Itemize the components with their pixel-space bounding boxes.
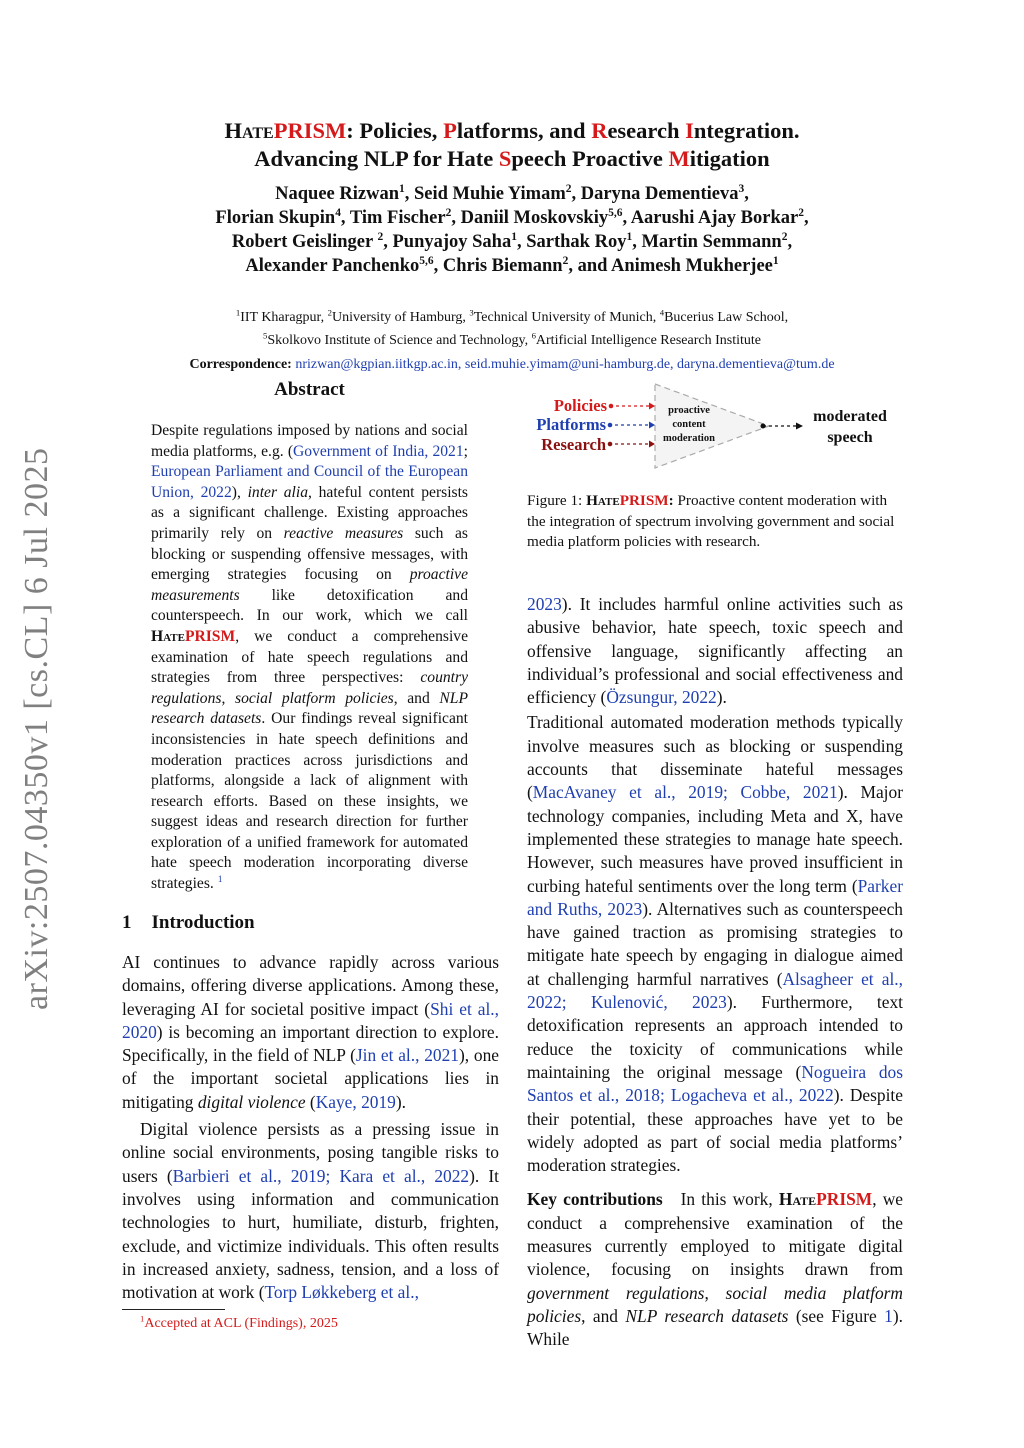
- footnote: $^1$Accepted at ACL (Findings), 2025: [140, 1313, 338, 1331]
- correspondence-label: Correspondence:: [189, 357, 292, 372]
- figure-input-policies: Policies: [553, 396, 607, 415]
- arrowhead-research: [649, 441, 655, 448]
- citation-link[interactable]: European Parliament and Council of the European Union, 2022: [151, 463, 468, 501]
- right-column-body: 2023). It includes harmful online activities such as abusive behavior, hate speech, toxic speech and offensive language, significantly affecting an individual’s professional and social effectiveness and efficiency (Özsungur, 2022). Traditional automated moderation methods typically involve measures such as blocking or suspending accounts that disseminate hateful messages (MacAvaney et al., 2019; Cobbe, 2021). Major technology companies, including Meta and X, have implemented these strategies to manage hate speech. However, such measures have proved insufficient in curbing hateful sentiments over the long term (Parker and Ruths, 2023). Alternatives such as counterspeech have gained traction as promising strategies to mitigate hate speech by engaging in dialogue aimed at challenging harmful narratives (Alsagheer et al., 2022; Kulenović, 2023). Furthermore, text detoxification represents an approach intended to reduce the toxicity of communications while maintaining the original message (Nogueira dos Santos et al., 2018; Logacheva et al., 2022). Despite their potential, these approaches have yet to be widely adopted as part of social media platforms’ moderation strategies. Key contributions In this work, HatePRISM, we conduct a comprehensive examination of the measures currently employed to mitigate digital violence, focusing on insights drawn from government regulations, social media platform policies, and NLP research datasets (see Figure 1). While: [527, 594, 903, 1350]
- citation-link[interactable]: Kaye, 2019: [315, 1091, 396, 1112]
- citation-link[interactable]: MacAvaney et al., 2019; Cobbe, 2021: [532, 782, 838, 803]
- figure-output-label-2: speech: [827, 429, 873, 446]
- footnote-rule: [122, 1309, 225, 1310]
- citation-link[interactable]: Özsungur, 2022: [606, 687, 717, 708]
- citation-link[interactable]: Parker and Ruths, 2023: [527, 875, 903, 919]
- paper-title-line-2: Advancing NLP for Hate Speech Proactive Mitigation: [254, 146, 770, 171]
- citation-link[interactable]: Alsagheer et al., 2022; Kulenović, 2023: [527, 968, 903, 1013]
- figure-1-diagram: [527, 380, 907, 470]
- figure-ref-link[interactable]: 1: [884, 1305, 893, 1326]
- intro-body: AI continues to advance rapidly across various domains, offering diverse applications. Among these, leveraging AI for societal positive impact (Shi et al., 2020) is becoming an important direction to explore. Specifically, in the field of NLP (Jin et al., 2021), one of the important societal applications lies in mitigating digital violence (Kaye, 2019). Digital violence persists as a pressing issue in online social environments, posing tangible risks to users (Barbieri et al., 2019; Kara et al., 2022). It involves using information and communication technologies to hurt, humiliate, disturb, frighten, exclude, and victimize individuals. This often results in increased anxiety, sadness, tension, and a loss of motivation at work (Torp Løkkeberg et al.,: [122, 952, 499, 1303]
- arxiv-stamp: arXiv:2507.04350v1 [cs.CL] 6 Jul 2025: [18, 447, 55, 1010]
- figure-output-label-1: moderated: [813, 408, 887, 425]
- figure-center-label-1: proactive: [668, 405, 710, 416]
- citation-link[interactable]: Nogueira dos Santos et al., 2018; Logacheva et al., 2022: [527, 1061, 903, 1106]
- figure-input-platforms: Platforms: [536, 415, 606, 434]
- authors-line-2: Florian Skupin$^4$, Tim Fischer$^2$, Daniil Moskovskiy$^{5,6}$, Aarushi Ajay Borkar$^2$,: [215, 206, 809, 228]
- dot-policies: [609, 404, 614, 409]
- authors-line-4: Alexander Panchenko$^{5,6}$, Chris Biemann$^2$, and Animesh Mukherjee$^1$: [245, 254, 779, 276]
- affiliations-line-2: $^5$Skolkovo Institute of Science and Technology, $^6$Artificial Intelligence Research Institute: [263, 330, 761, 348]
- citation-link[interactable]: Jin et al., 2021: [355, 1045, 459, 1066]
- abstract-heading: Abstract: [274, 379, 345, 400]
- affiliations-line-1: $^1$IIT Kharagpur, $^2$University of Hamburg, $^3$Technical University of Munich, $^4$Bucerius Law School,: [235, 307, 789, 325]
- footnote-ref[interactable]: 1: [217, 873, 223, 885]
- arrowhead-output: [796, 423, 803, 430]
- authors-line-1: Naquee Rizwan$^1$, Seid Muhie Yimam$^2$, Daryna Dementieva$^3$,: [275, 182, 749, 204]
- arrowhead-platforms: [649, 422, 655, 429]
- citation-link[interactable]: Barbieri et al., 2019; Kara et al., 2022: [172, 1165, 470, 1186]
- citation-link[interactable]: Government of India, 2021: [293, 442, 464, 460]
- section-heading-introduction: 1 Introduction: [122, 912, 255, 933]
- citation-link[interactable]: 2023: [527, 594, 562, 614]
- authors-line-3: Robert Geislinger $^2$, Punyajoy Saha$^1$, Sarthak Roy$^1$, Martin Semmann$^2$,: [231, 230, 793, 252]
- citation-link[interactable]: Torp Løkkeberg et al.,: [264, 1282, 419, 1303]
- dot-platforms: [608, 423, 613, 428]
- dot-research: [608, 442, 613, 447]
- figure-1-caption: Figure 1: HatePRISM: Proactive content moderation with the integration of spectrum involving government and social media platform policies with research.: [527, 492, 895, 551]
- arrowhead-policies: [649, 403, 655, 410]
- citation-link[interactable]: Shi et al., 2020: [122, 998, 499, 1042]
- figure-input-research: Research: [541, 435, 606, 454]
- paper-title-line-1: HatePRISM: Policies, Platforms, and Research Integration.: [224, 118, 800, 143]
- figure-center-label-3: moderation: [663, 433, 715, 444]
- correspondence-emails[interactable]: nrizwan@kgpian.iitkgp.ac.in, seid.muhie.yimam@uni-hamburg.de, daryna.dementieva@tum.de: [295, 357, 835, 372]
- abstract-body: Despite regulations imposed by nations and social media platforms, e.g. (Government of India, 2021; European Parliament and Council of the European Union, 2022), inter alia, hateful content persists as a significant challenge. Existing approaches primarily rely on reactive measures such as blocking or suspending offensive messages, with emerging strategies focusing on proactive measurements like detoxification and counterspeech. In our work, which we call HatePRISM, we conduct a comprehensive examination of hate speech regulations and strategies from three perspectives: country regulations, social platform policies, and NLP research datasets. Our findings reveal significant inconsistencies in hate speech definitions and moderation practices across jurisdictions and platforms, alongside a lack of alignment with research efforts. Based on these insights, we suggest ideas and research direction for further exploration of a unified framework for automated hate speech moderation incorporating diverse strategies. $^1$: [151, 422, 469, 893]
- figure-center-label-2: content: [672, 419, 706, 430]
- correspondence: [0, 354, 1024, 376]
- key-contributions-label: Key contributions: [527, 1189, 663, 1210]
